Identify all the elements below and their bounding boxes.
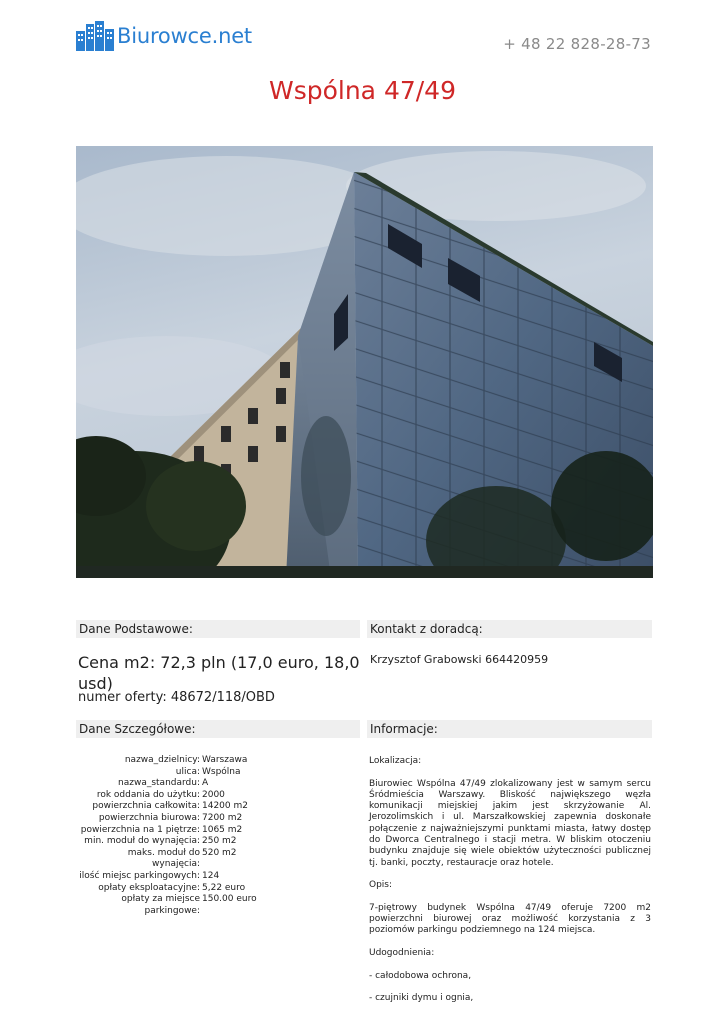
detail-value: 520 m2 bbox=[202, 847, 237, 858]
detail-row bbox=[78, 848, 363, 871]
section-contact-header: Kontakt z doradcą: bbox=[367, 620, 652, 638]
detail-value: 150.00 euro bbox=[202, 894, 257, 905]
page-title: Wspólna 47/49 bbox=[268, 76, 456, 105]
info-text bbox=[369, 756, 651, 1016]
detail-row bbox=[78, 871, 363, 883]
section-basic-header: Dane Podstawowe: bbox=[76, 620, 360, 638]
detail-key: powierzchnia biurowa: bbox=[98, 812, 200, 823]
offer-number: numer oferty: 48672/118/OBD bbox=[78, 690, 275, 705]
detail-value: 250 m2 bbox=[202, 836, 237, 847]
detail-row bbox=[78, 813, 363, 825]
detail-key: rok oddania do użytku: bbox=[96, 789, 200, 800]
detail-value: 1065 m2 bbox=[202, 824, 243, 835]
location-text: Biurowiec Wspólna 47/49 zlokalizowany jest w samym sercu Śródmieścia Warszawy. Bliskość największego węzła komunikacji miejskiej jakim jest skrzyżowanie Al. Jerozolimskich i ul. Marszałkowskiej zapewnia doskonałe połączenie z najważniejszymi punktami miasta, łatwy dostęp do Dworca Centralnego i stacji metra. W bliskim otoczeniu budynku znajduje się wiele obiektów użyteczności publicznej tj. banki, poczty, restauracje oraz hotele. bbox=[369, 778, 651, 868]
detail-row bbox=[78, 778, 363, 790]
detail-value: 2000 bbox=[202, 789, 225, 800]
section-details-header: Dane Szczegółowe: bbox=[76, 720, 360, 738]
detail-row bbox=[78, 755, 363, 767]
detail-value: A bbox=[202, 778, 209, 789]
detail-key: ulica: bbox=[175, 766, 200, 777]
details-list bbox=[78, 755, 363, 917]
detail-key: powierzchnia na 1 piętrze: bbox=[80, 824, 200, 835]
building-photo bbox=[76, 146, 653, 578]
description-text: 7-piętrowy budynek Wspólna 47/49 oferuje 7200 m2 powierzchni biurowej oraz możliwość korzystania z 3 poziomów parkingu podziemnego na 124 miejsca. bbox=[369, 902, 651, 936]
detail-value: 124 bbox=[202, 870, 220, 881]
detail-value: Warszawa bbox=[202, 755, 248, 765]
detail-key: ilość miejsc parkingowych: bbox=[79, 870, 200, 881]
section-info-header: Informacje: bbox=[367, 720, 652, 738]
brand-logo[interactable] bbox=[76, 20, 252, 52]
price: Cena m2: 72,3 pln (17,0 euro, 18,0 usd) bbox=[78, 653, 360, 693]
amenities-label: Udogodnienia: bbox=[369, 948, 435, 959]
contact-advisor[interactable]: Krzysztof Grabowski 664420959 bbox=[370, 653, 549, 666]
detail-key: powierzchnia całkowita: bbox=[92, 801, 200, 812]
detail-row bbox=[78, 883, 363, 895]
detail-row bbox=[78, 894, 363, 917]
buildings-icon bbox=[76, 21, 114, 51]
detail-value: Wspólna bbox=[202, 766, 241, 777]
detail-row bbox=[78, 825, 363, 837]
phone-number[interactable]: + 48 22 828-28-73 bbox=[503, 35, 651, 53]
detail-value: 7200 m2 bbox=[202, 812, 243, 823]
amenity-item: - całodobowa ochrona, bbox=[369, 970, 472, 981]
detail-key: min. moduł do wynajęcia: bbox=[84, 836, 200, 847]
amenity-item: - czujniki dymu i ognia, bbox=[369, 993, 474, 1004]
detail-value: 5,22 euro bbox=[202, 882, 246, 893]
location-label: Lokalizacja: bbox=[369, 756, 422, 766]
detail-key: opłaty eksploatacyjne: bbox=[98, 882, 200, 893]
description-label: Opis: bbox=[369, 880, 393, 891]
detail-key: opłaty za miejsce parkingowe: bbox=[121, 894, 200, 916]
detail-row bbox=[78, 790, 363, 802]
detail-key: maks. moduł do wynajęcia: bbox=[127, 847, 200, 870]
detail-key: nazwa_dzielnicy: bbox=[124, 755, 200, 765]
brand-name: Biurowce.net bbox=[117, 24, 252, 48]
detail-key: nazwa_standardu: bbox=[118, 778, 200, 789]
detail-value: 14200 m2 bbox=[202, 801, 248, 812]
detail-row bbox=[78, 767, 363, 779]
detail-row bbox=[78, 801, 363, 813]
detail-row bbox=[78, 836, 363, 848]
